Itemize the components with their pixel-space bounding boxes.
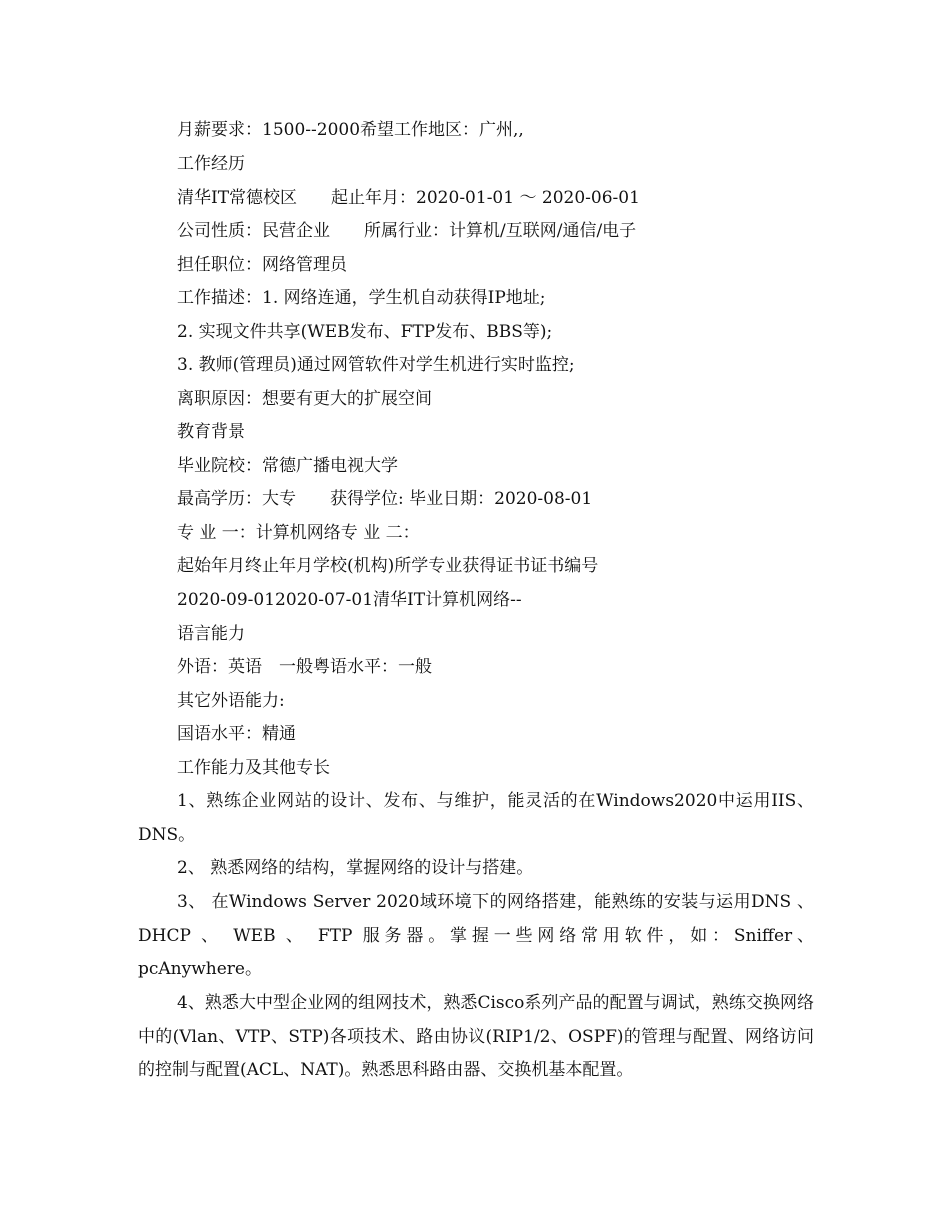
skills-heading: 工作能力及其他专长 <box>177 758 330 778</box>
school-line: 毕业院校：常德广播电视大学 <box>177 456 398 476</box>
skill-item-2: 2、 熟悉网络的结构，掌握网络的设计与搭建。 <box>177 858 534 878</box>
mandarin-line: 国语水平：精通 <box>177 724 296 744</box>
work-experience-heading: 工作经历 <box>177 154 245 174</box>
position-line: 担任职位：网络管理员 <box>177 255 347 275</box>
salary-location-line: 月薪要求：1500--2000希望工作地区：广州,, <box>177 120 524 140</box>
work-description-2: 2. 实现文件共享(WEB发布、FTP发布、BBS等); <box>177 322 553 342</box>
foreign-language-line: 外语：英语 一般粤语水平：一般 <box>177 657 432 677</box>
company-period-line: 清华IT常德校区 起止年月：2020-01-01 ～ 2020-06-01 <box>177 188 640 208</box>
work-description-1: 工作描述：1. 网络连通，学生机自动获得IP地址; <box>177 288 546 308</box>
company-type-industry-line: 公司性质：民营企业 所属行业：计算机/互联网/通信/电子 <box>177 221 637 241</box>
work-description-3: 3. 教师(管理员)通过网管软件对学生机进行实时监控; <box>177 355 575 375</box>
education-heading: 教育背景 <box>177 422 245 442</box>
language-heading: 语言能力 <box>177 624 245 644</box>
skill-item-4: 4、熟悉大中型企业网的组网技术，熟悉Cisco系列产品的配置与调试，熟练交换网络中的(Vlan、VTP、STP)各项技术、路由协议(RIP1/2、OSPF)的管理与配置、网络访问的控制与配置(ACL、NAT)。熟悉思科路由器、交换机基本配置。 <box>138 993 814 1080</box>
education-table-row: 2020-09-012020-07-01清华IT计算机网络-- <box>177 590 522 610</box>
majors-line: 专 业 一：计算机网络专 业 二： <box>177 523 420 543</box>
leave-reason-line: 离职原因：想要有更大的扩展空间 <box>177 389 432 409</box>
education-table-header: 起始年月终止年月学校(机构)所学专业获得证书证书编号 <box>177 556 599 576</box>
skill-item-1: 1、熟练企业网站的设计、发布、与维护，能灵活的在Windows2020中运用IIS、DNS。 <box>138 791 814 845</box>
degree-line: 最高学历：大专 获得学位: 毕业日期：2020-08-01 <box>177 489 593 509</box>
other-language-line: 其它外语能力: <box>177 691 285 711</box>
skill-item-3: 3、 在Windows Server 2020域环境下的网络搭建，能熟练的安装与运用DNS 、 DHCP 、 WEB 、 FTP 服务器。掌握一些网络常用软件，如：Sniffer、pcAnywhere。 <box>138 892 814 979</box>
